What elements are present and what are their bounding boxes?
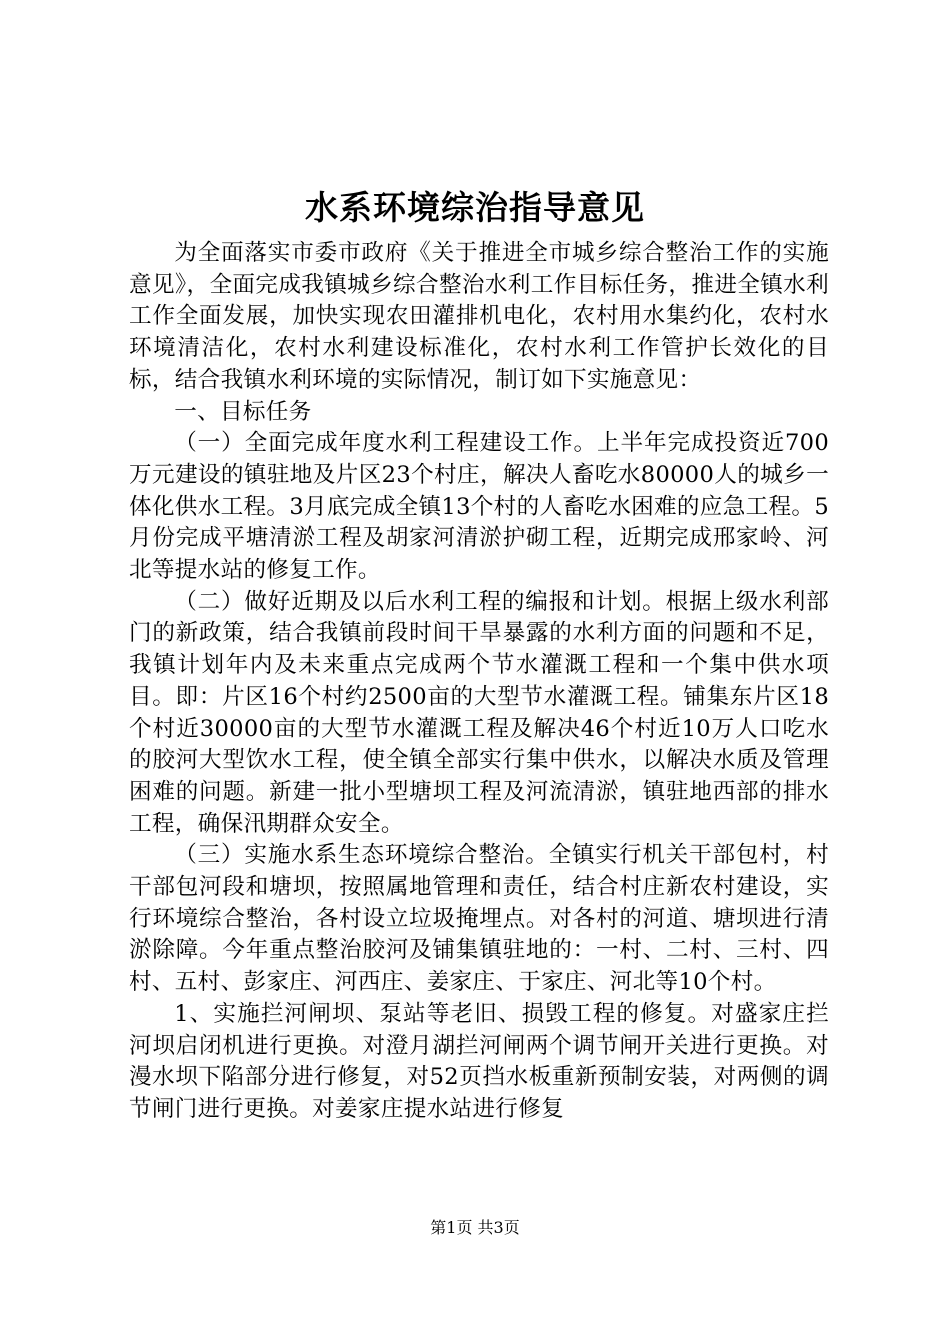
paragraph-item-3: （三）实施水系生态环境综合整治。全镇实行机关干部包村，村干部包河段和塘坝，按照属地管理和责任，结合村庄新农村建设，实行环境综合整治，各村设立垃圾掩埋点。对各村的河道、塘坝进行清淤除障。今年重点整治胶河及铺集镇驻地的：一村、二村、三村、四村、五村、彭家庄、河西庄、姜家庄、于家庄、河北等10个村。 (129, 842, 829, 996)
section-heading: 一、目标任务 (174, 398, 312, 425)
intro-paragraph: 为全面落实市委市政府《关于推进全市城乡综合整治工作的实施意见》，全面完成我镇城乡综合整治水利工作目标任务，推进全镇水利工作全面发展，加快实现农田灌排机电化，农村用水集约化，农村水环境清洁化，农村水利建设标准化，农村水利工作管护长效化的目标，结合我镇水利环境的实际情况，制订如下实施意见： (129, 240, 829, 393)
paragraph-item-1: （一）全面完成年度水利工程建设工作。上半年完成投资近700万元建设的镇驻地及片区23个村庄，解决人畜吃水80000人的城乡一体化供水工程。3月底完成全镇13个村的人畜吃水困难的应急工程。5月份完成平塘清淤工程及胡家河清淤护砌工程，近期完成邢家岭、河北等提水站的修复工作。 (129, 430, 829, 584)
page-footer: 第1页 共3页 (430, 1218, 520, 1237)
document-body (129, 238, 829, 1126)
paragraph-item-2: （二）做好近期及以后水利工程的编报和计划。根据上级水利部门的新政策，结合我镇前段时间干旱暴露的水利方面的问题和不足，我镇计划年内及未来重点完成两个节水灌溉工程和一个集中供水项目。即：片区16个村约2500亩的大型节水灌溉工程。铺集东片区18个村近30000亩的大型节水灌溉工程及解决46个村近10万人口吃水的胶河大型饮水工程，使全镇全部实行集中供水，以解决水质及管理困难的问题。新建一批小型塘坝工程及河流清淤，镇驻地西部的排水工程，确保汛期群众安全。 (129, 588, 829, 837)
document-title: 水系环境综治指导意见 (305, 188, 645, 227)
paragraph-subitem-1: 1、实施拦河闸坝、泵站等老旧、损毁工程的修复。对盛家庄拦河坝启闭机进行更换。对澄月湖拦河闸两个调节闸开关进行更换。对漫水坝下陷部分进行修复，对52页挡水板重新预制安装，对两侧的调节闸门进行更换。对姜家庄提水站进行修复 (129, 1000, 829, 1122)
